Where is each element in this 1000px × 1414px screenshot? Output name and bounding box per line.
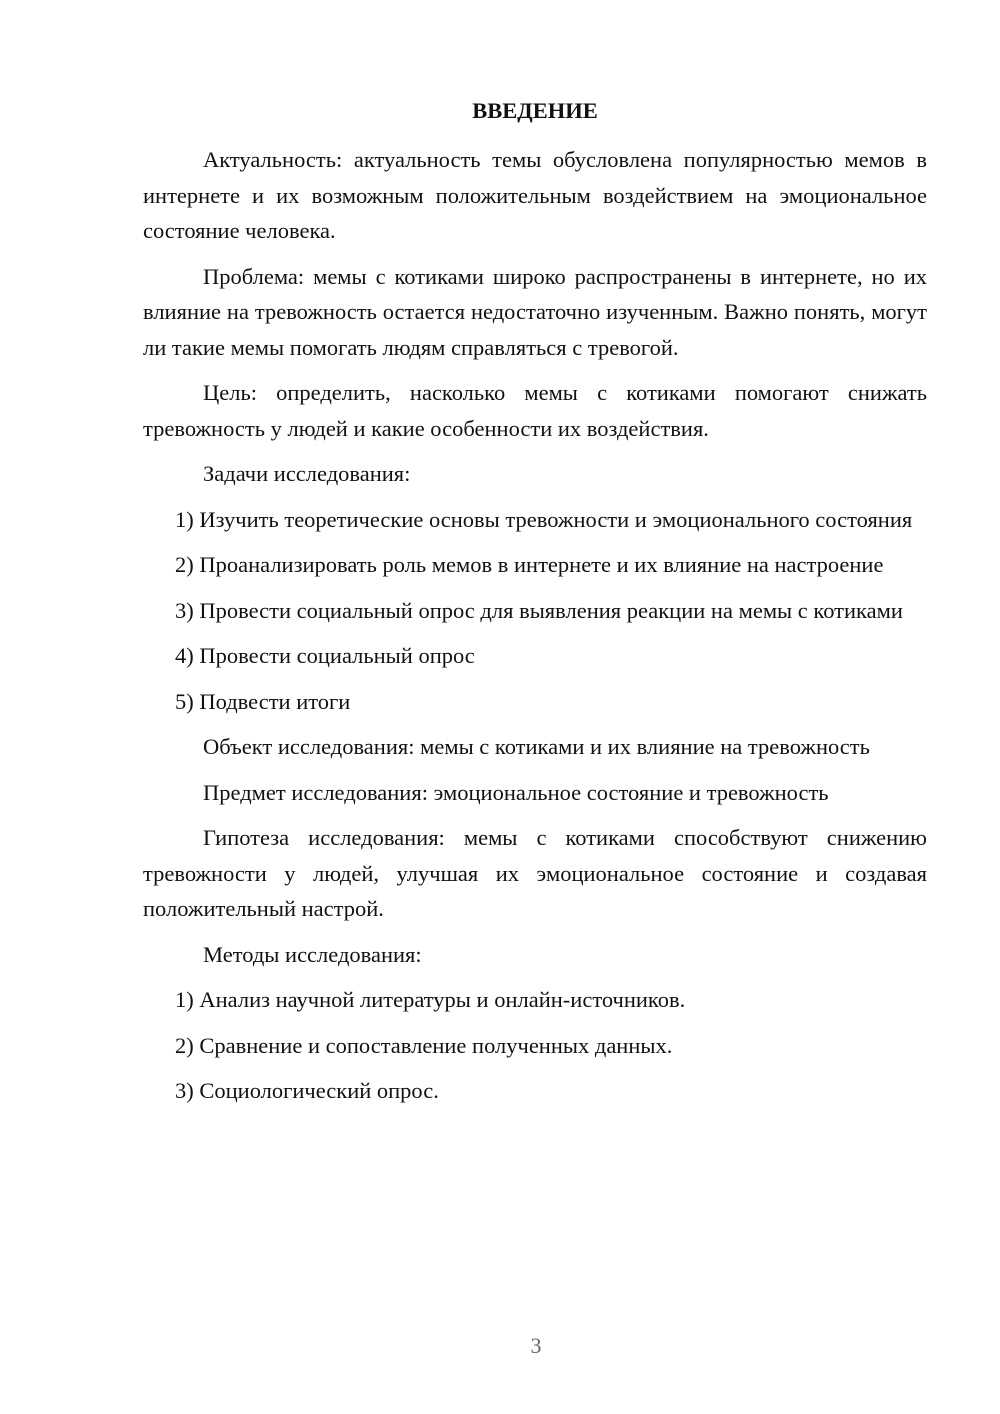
- method-item-3: 3) Социологический опрос.: [175, 1078, 439, 1103]
- paragraph-goal: Цель: определить, насколько мемы с котиками помогают снижать тревожность у людей и какие особенности их воздействия.: [143, 380, 927, 441]
- task-item-5: 5) Подвести итоги: [175, 688, 351, 714]
- task-item-4: 4) Провести социальный опрос: [175, 643, 475, 668]
- method-item-1: 1) Анализ научной литературы и онлайн-источников.: [175, 987, 686, 1012]
- task-item-1: 1) Изучить теоретические основы тревожности и эмоционального состояния: [175, 506, 913, 532]
- task-item-2: 2) Проанализировать роль мемов в интернете и их влияние на настроение: [175, 552, 884, 577]
- paragraph-problem: Проблема: мемы с котиками широко распространены в интернете, но их влияние на тревожность остается недостаточно изученным. Важно понять, могут ли такие мемы помогать людям справляться с тревогой.: [143, 263, 927, 360]
- document-body: [143, 96, 927, 1119]
- paragraph-relevance: Актуальность: актуальность темы обусловлена популярностью мемов в интернете и их возможным положительным воздействием на эмоциональное состояние человека.: [143, 147, 927, 243]
- paragraph-object: Объект исследования: мемы с котиками и их влияние на тревожность: [203, 734, 870, 759]
- page-number: 3: [530, 1333, 542, 1358]
- paragraph-tasks-heading: Задачи исследования:: [203, 461, 411, 486]
- paragraph-methods-heading: Методы исследования:: [203, 941, 422, 967]
- paragraph-subject: Предмет исследования: эмоциональное состояние и тревожность: [203, 779, 829, 805]
- task-item-3: 3) Провести социальный опрос для выявления реакции на мемы с котиками: [175, 597, 903, 623]
- paragraph-hypothesis: Гипотеза исследования: мемы с котиками способствуют снижению тревожности у людей, улучшая их эмоциональное состояние и создавая положительный настрой.: [143, 825, 927, 921]
- page-title: ВВЕДЕНИЕ: [472, 98, 598, 123]
- method-item-2: 2) Сравнение и сопоставление полученных данных.: [175, 1032, 673, 1058]
